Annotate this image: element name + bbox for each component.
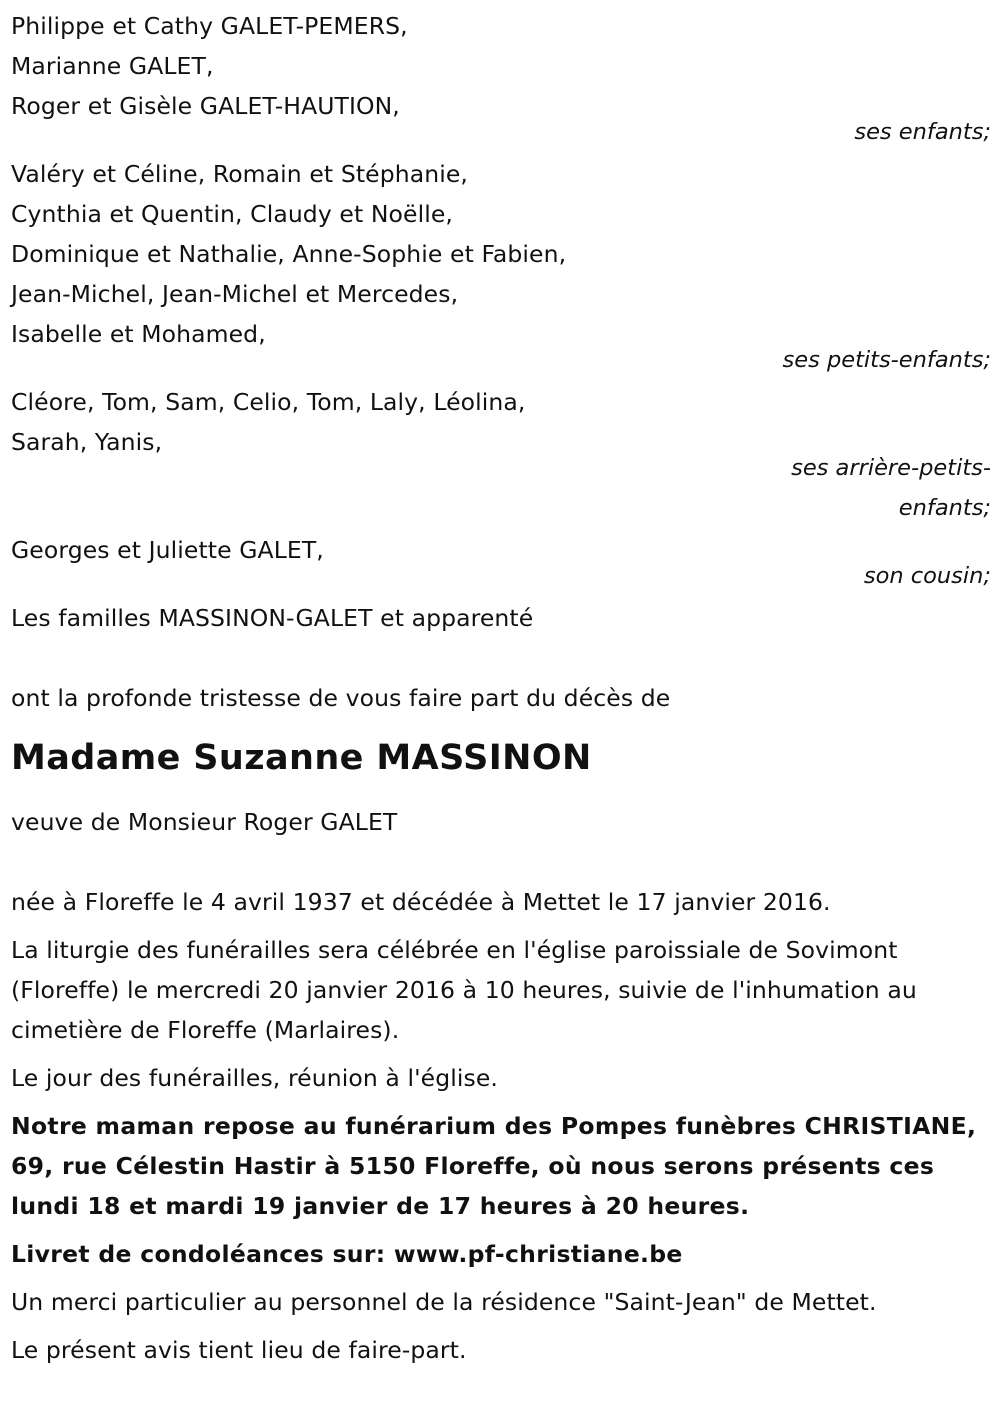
cousin-block — [11, 530, 991, 596]
children-line-3: Roger et Gisèle GALET-HAUTION, — [11, 92, 400, 120]
grandchildren-relation: ses petits-enfants; — [782, 347, 991, 373]
funerarium-paragraph: Notre maman repose au funérarium des Pompes funèbres CHRISTIANE, 69, rue Célestin Hastir à 5150 Floreffe, où nous serons présents ces lundi 18 et mardi 19 janvier de 17 heures à 20 heures. — [11, 1112, 977, 1220]
thanks-paragraph: Un merci particulier au personnel de la résidence "Saint-Jean" de Mettet. — [11, 1288, 877, 1316]
widow-of-line: veuve de Monsieur Roger GALET — [11, 808, 398, 836]
spacer — [11, 842, 991, 882]
liturgy-paragraph: La liturgie des funérailles sera célébrée en l'église paroissiale de Sovimont (Floreffe) le mercredi 20 janvier 2016 à 10 heures, suivie de l'inhumation au cimetière de Floreffe (Marlaires). — [11, 936, 917, 1044]
grandchildren-line-1: Valéry et Céline, Romain et Stéphanie, — [11, 160, 468, 188]
great-grandchildren-line-2: Sarah, Yanis, — [11, 428, 163, 456]
deceased-name: Madame Suzanne MASSINON — [11, 738, 592, 778]
spacer — [11, 638, 991, 678]
great-grandchildren-line-1: Cléore, Tom, Sam, Celio, Tom, Laly, Léolina, — [11, 388, 526, 416]
announcement-line: ont la profonde tristesse de vous faire part du décès de — [11, 684, 671, 712]
grandchildren-line-5: Isabelle et Mohamed, — [11, 320, 266, 348]
children-relation: ses enfants; — [854, 119, 991, 145]
notice-paragraph: Le présent avis tient lieu de faire-part. — [11, 1336, 467, 1364]
great-grandchildren-relation-line-1: ses arrière-petits- — [791, 455, 991, 481]
condolences-paragraph: Livret de condoléances sur: www.pf-christiane.be — [11, 1240, 683, 1268]
children-line-2: Marianne GALET, — [11, 52, 214, 80]
grandchildren-line-3: Dominique et Nathalie, Anne-Sophie et Fabien, — [11, 240, 567, 268]
obituary-notice — [11, 6, 991, 1370]
reunion-paragraph: Le jour des funérailles, réunion à l'église. — [11, 1064, 498, 1092]
families-line: Les familles MASSINON-GALET et apparenté — [11, 604, 534, 632]
great-grandchildren-block — [11, 382, 991, 528]
grandchildren-block — [11, 154, 991, 380]
grandchildren-line-4: Jean-Michel, Jean-Michel et Mercedes, — [11, 280, 459, 308]
great-grandchildren-relation-line-2: enfants; — [898, 495, 991, 521]
birth-death-paragraph: née à Floreffe le 4 avril 1937 et décédée à Mettet le 17 janvier 2016. — [11, 888, 831, 916]
children-block — [11, 6, 991, 152]
cousin-line: Georges et Juliette GALET, — [11, 536, 324, 564]
children-line-1: Philippe et Cathy GALET-PEMERS, — [11, 12, 408, 40]
cousin-relation: son cousin; — [863, 563, 991, 589]
grandchildren-line-2: Cynthia et Quentin, Claudy et Noëlle, — [11, 200, 453, 228]
